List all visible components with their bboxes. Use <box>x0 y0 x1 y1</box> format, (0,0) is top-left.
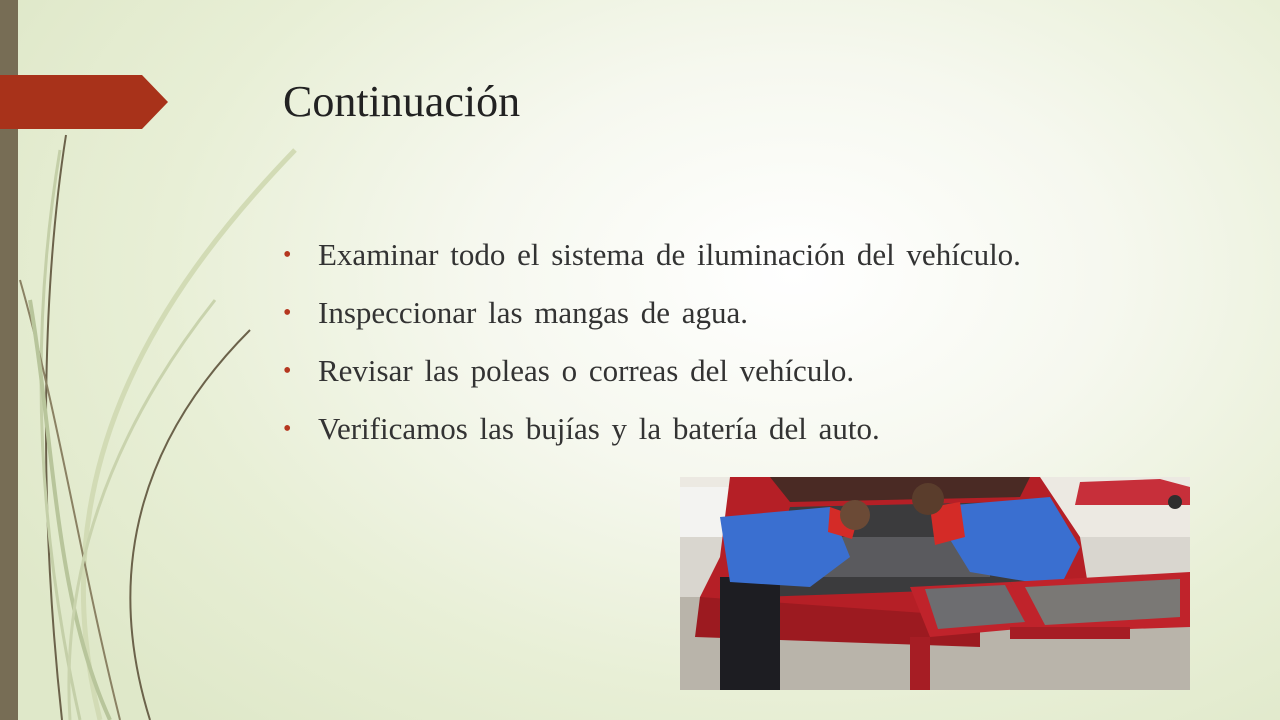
bullet-text: Revisar las poleas o correas del vehículo. <box>318 353 855 388</box>
title-arrow-shape <box>0 75 170 129</box>
bullet-icon: • <box>283 358 292 384</box>
bullet-text: Verificamos las bujías y la batería del auto. <box>318 411 880 446</box>
slide-title: Continuación <box>283 77 521 126</box>
mechanics-photo <box>680 477 1190 690</box>
bullet-item <box>283 290 1021 348</box>
bullet-icon: • <box>283 242 292 268</box>
bullet-list <box>283 232 1021 464</box>
bullet-text: Examinar todo el sistema de iluminación del vehículo. <box>318 237 1021 272</box>
bullet-item <box>283 406 1021 464</box>
bullet-text: Inspeccionar las mangas de agua. <box>318 295 749 330</box>
bullet-icon: • <box>283 300 292 326</box>
bullet-item <box>283 232 1021 290</box>
bullet-item <box>283 348 1021 406</box>
bullet-icon: • <box>283 416 292 442</box>
